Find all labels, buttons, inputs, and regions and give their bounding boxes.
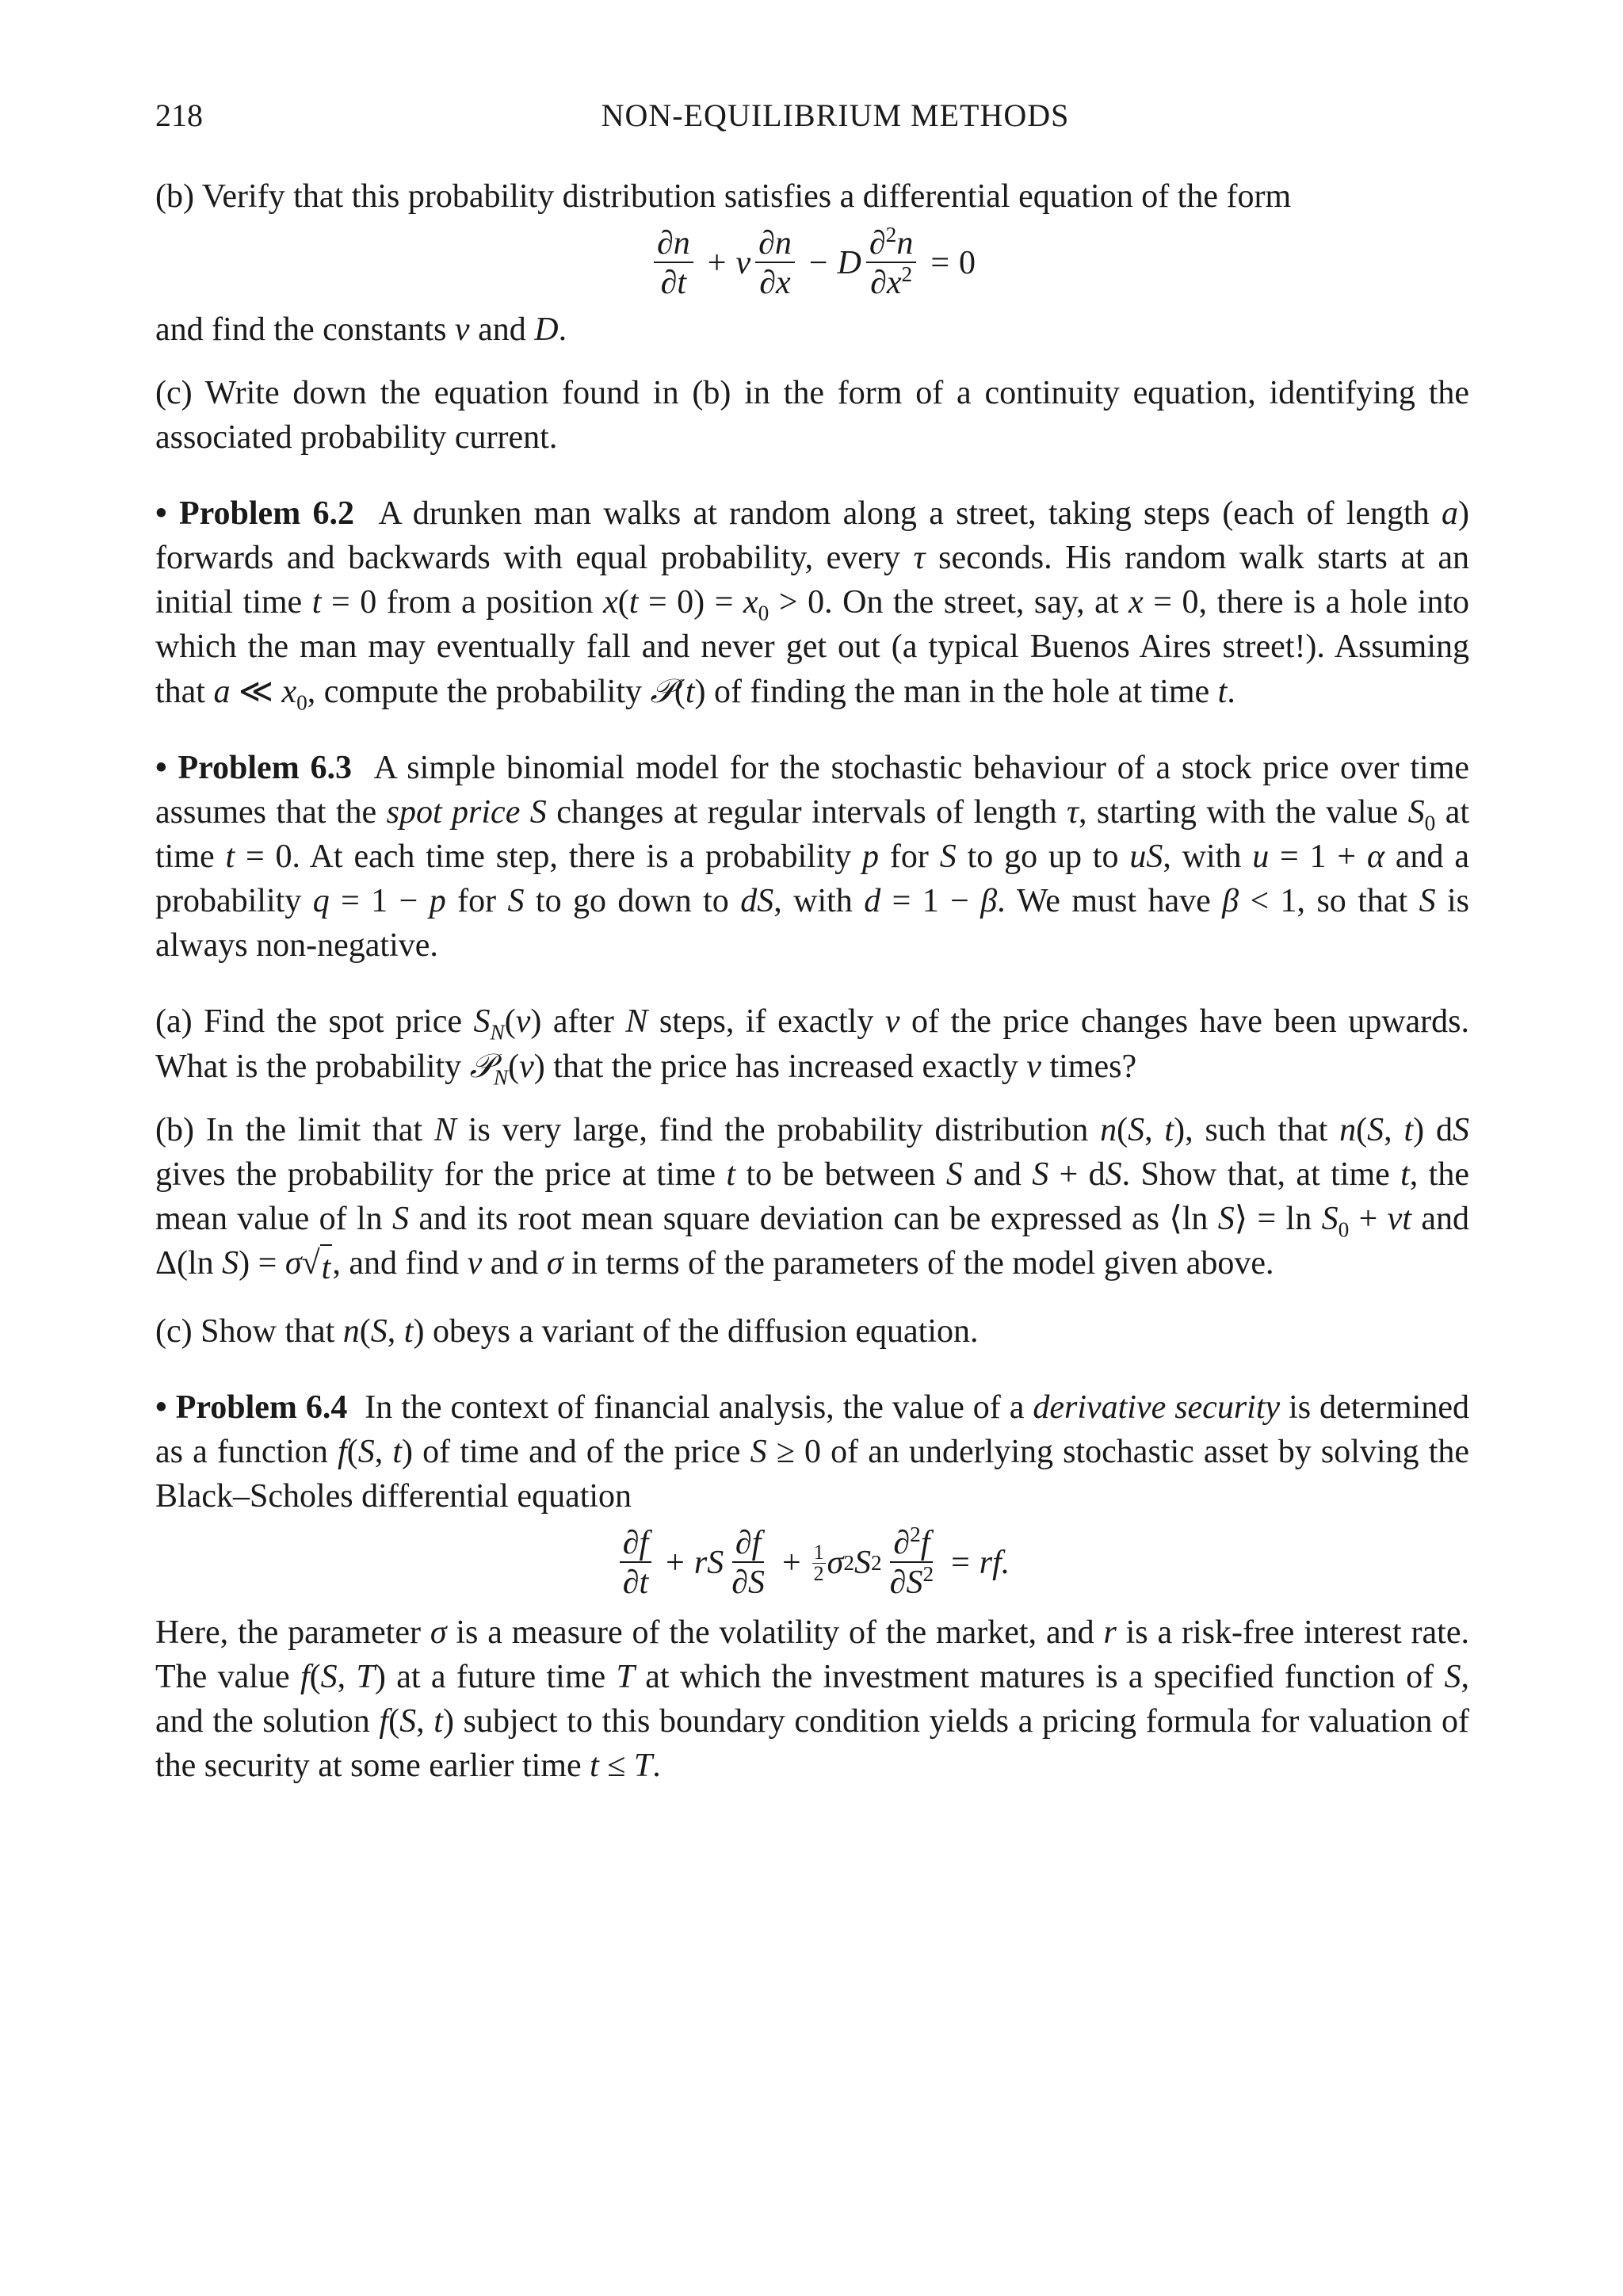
frac-dn-dt: $\frac{\partial n}{\partial t}$ [654, 227, 693, 300]
problem-6-2-title: Problem 6.2 [178, 495, 354, 532]
problem-6-3b: (b) In the limit that N is very large, find the probability distribution n(S, t), such that n(S, t) dS gives the probability for the price at time t to be between S and S + dS. Show that, at time t, the mean value of ln S and its root mean square deviation can be expressed as ⟨ln S⟩ = $\ln S_0$ + vt and Δ(ln S) = σ√ t , and find v and σ in terms of the parameters of the model given above. [155, 1108, 1469, 1290]
problem-6-3c: (c) Show that n(S, t) obeys a variant of the diffusion equation. [155, 1313, 979, 1350]
equation-diffusion: $\frac{\partial n}{\partial t}$ + v $\frac{\partial n}{\partial x}$ − D $\frac{\partial^2n}{\partial x^2}$ = 0 [155, 227, 1469, 300]
paragraph-1b-cont: and find the constants v and D. [155, 311, 567, 348]
frac-df-dS: $\frac{\partial f}{\partial S}$ [731, 1525, 765, 1601]
page-number: 218 [155, 97, 203, 133]
problem-6-2: • Problem 6.2 A drunken man walks at random along a street, taking steps (each of length a) forwards and backwards with equal probability, every τ seconds. His random walk starts at an initial time t = 0 from a position $x(t = 0) = x_0 > 0$. On the street, say, at x = 0, there is a hole into which the man may eventually fall and never get out (a typical Buenos Aires street!). Assuming that a ≪ $x_0$, compute the probability 𝒫(t) of finding the man in the hole at time t. [155, 495, 1470, 715]
page-header [155, 94, 1468, 141]
problem-6-4: • Problem 6.4 In the context of financial analysis, the value of a derivative security is determined as a function f(S, t) of time and of the price S ≥ 0 of an underlying stochastic asset by solving the Black–Scholes differential equation [155, 1389, 1470, 1515]
page-body [155, 174, 1469, 1788]
running-head: NON-EQUILIBRIUM METHODS [601, 97, 1070, 133]
frac-df-dt: $\frac{\partial f}{\partial t}$ [620, 1526, 651, 1599]
problem-6-4-title: Problem 6.4 [175, 1389, 348, 1426]
problem-6-3: • Problem 6.3 A simple binomial model for the stochastic behaviour of a stock price over time assumes that the spot price S changes at regular intervals of length τ, starting with the value $S_0$ at time t = 0. At each time step, there is a probability p for S to go up to uS, with u = 1 + α and a probability q = 1 − p for S to go down to dS, with d = 1 − β. We must have β < 1, so that S is always non-negative. [155, 750, 1470, 964]
problem-6-3a: (a) Find the spot price $S_N(\nu)$ after N steps, if exactly ν of the price changes have been upwards. What is the probability 𝒫$_N$(ν) that the price has increased exactly ν times? [155, 1003, 1470, 1090]
problem-6-4-cont: Here, the parameter σ is a measure of the volatility of the market, and r is a risk-free interest rate. The value f(S, T) at a future time T at which the investment matures is a specified function of S, and the solution f(S, t) subject to this boundary condition yields a pricing formula for valuation of the security at some earlier time t ≤ T. [155, 1614, 1470, 1784]
paragraph-1b: (b) Verify that this probability distribution satisfies a differential equation of the form [155, 178, 1292, 215]
problem-6-3-title: Problem 6.3 [178, 750, 352, 786]
frac-dn-dx: $\frac{\partial n}{\partial x}$ [755, 227, 795, 300]
equation-black-scholes: $\frac{\partial f}{\partial t}$ + r S $\frac{\partial f}{\partial S}$ + $\frac{1}{2}$ σ 2 S 2 $\frac{\partial^2f}{\partial S^2}$ = rf. [155, 1526, 1469, 1599]
frac-d2f-dS2: $\frac{\partial^2f}{\partial S^2}$ [889, 1522, 934, 1601]
paragraph-1c: (c) Write down the equation found in (b) in the form of a continuity equation, identifying the associated probability current. [155, 375, 1469, 456]
frac-one-half: $\frac{1}{2}$ [813, 1540, 824, 1585]
frac-d2n-dx2: $\frac{\partial^2n}{\partial x^2}$ [866, 227, 916, 300]
